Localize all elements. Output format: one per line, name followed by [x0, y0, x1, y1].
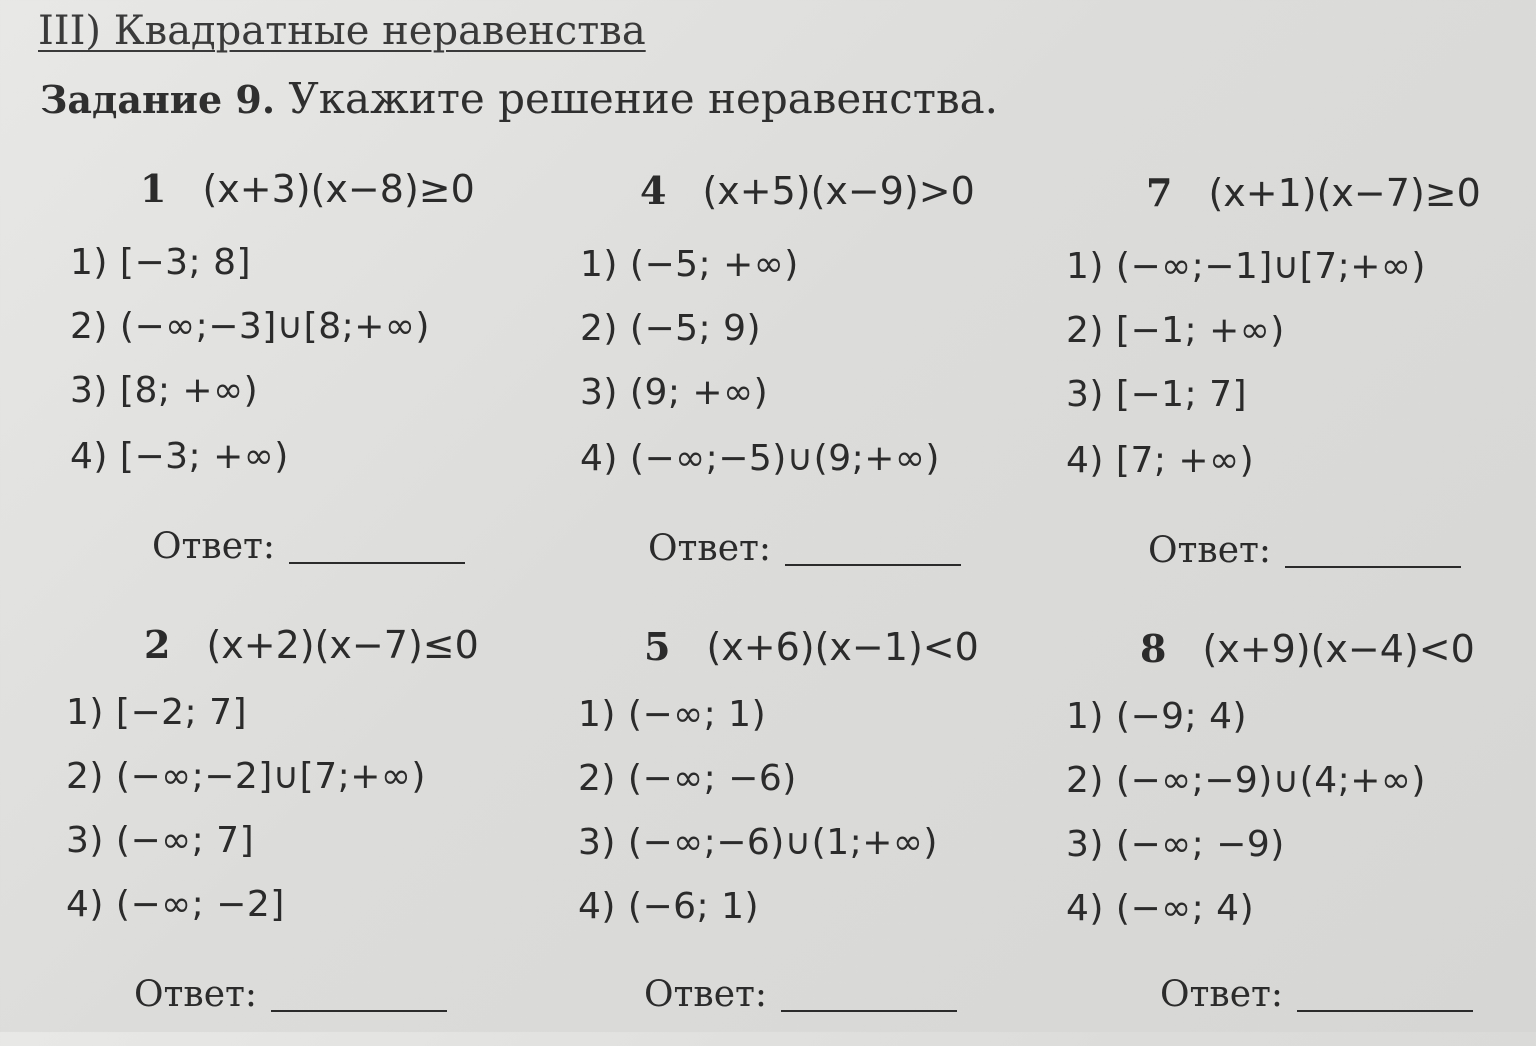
inequality: (x+1)(x−7)≥0 [1208, 171, 1481, 215]
answer-row [1148, 530, 1461, 571]
answer-blank[interactable] [1297, 1010, 1473, 1012]
option-3: 3) (−∞;−6)∪(1;+∞) [578, 822, 938, 863]
answer-row [1160, 974, 1473, 1015]
answer-blank[interactable] [781, 1010, 957, 1012]
option-4: 4) [−3; +∞) [70, 436, 289, 477]
option-3: 3) [−1; 7] [1066, 374, 1248, 415]
problem-number: 5 [644, 624, 671, 669]
answer-label: Ответ: [134, 974, 258, 1015]
option-1: 1) (−∞; 1) [578, 694, 767, 735]
answer-label: Ответ: [1160, 974, 1284, 1015]
problem-7 [1066, 170, 1526, 590]
problem-header [1140, 626, 1475, 671]
problem-header [144, 622, 479, 667]
inequality: (x+5)(x−9)>0 [702, 169, 975, 213]
answer-row [648, 528, 961, 569]
problem-header [140, 166, 475, 211]
option-2: 2) (−5; 9) [580, 308, 762, 349]
option-3: 3) (−∞; 7] [66, 820, 255, 861]
inequality: (x+3)(x−8)≥0 [202, 167, 475, 211]
problem-number: 1 [140, 166, 167, 211]
option-4: 4) (−∞; 4) [1066, 888, 1255, 929]
answer-label: Ответ: [644, 974, 768, 1015]
problem-number: 7 [1146, 170, 1173, 215]
problem-1 [70, 166, 530, 586]
option-1: 1) (−5; +∞) [580, 244, 799, 285]
inequality: (x+9)(x−4)<0 [1202, 627, 1475, 671]
inequality: (x+2)(x−7)≤0 [206, 623, 479, 667]
answer-row [152, 526, 465, 567]
problem-header [1146, 170, 1481, 215]
option-4: 4) (−6; 1) [578, 886, 760, 927]
answer-blank[interactable] [1285, 566, 1461, 568]
answer-label: Ответ: [152, 526, 276, 567]
task-text: Укажите решение неравенства. [288, 74, 999, 123]
option-2: 2) (−∞;−3]∪[8;+∞) [70, 306, 430, 347]
option-1: 1) [−2; 7] [66, 692, 248, 733]
option-2: 2) (−∞; −6) [578, 758, 797, 799]
problem-8 [1066, 626, 1526, 1046]
option-4: 4) (−∞;−5)∪(9;+∞) [580, 438, 940, 479]
section-title: III) Квадратные неравенства [38, 8, 646, 54]
problem-number: 4 [640, 168, 667, 213]
option-2: 2) (−∞;−2]∪[7;+∞) [66, 756, 426, 797]
option-4: 4) (−∞; −2] [66, 884, 285, 925]
inequality: (x+6)(x−1)<0 [706, 625, 979, 669]
option-2: 2) [−1; +∞) [1066, 310, 1285, 351]
problem-number: 2 [144, 622, 171, 667]
problem-5 [578, 624, 1038, 1044]
option-3: 3) (9; +∞) [580, 372, 769, 413]
problem-header [640, 168, 975, 213]
option-3: 3) [8; +∞) [70, 370, 259, 411]
answer-label: Ответ: [648, 528, 772, 569]
problem-4 [580, 168, 1040, 588]
option-1: 1) [−3; 8] [70, 242, 252, 283]
problem-number: 8 [1140, 626, 1167, 671]
option-1: 1) (−∞;−1]∪[7;+∞) [1066, 246, 1426, 287]
task-label: Задание 9. [40, 77, 276, 122]
option-2: 2) (−∞;−9)∪(4;+∞) [1066, 760, 1426, 801]
answer-row [644, 974, 957, 1015]
answer-label: Ответ: [1148, 530, 1272, 571]
problem-2 [66, 622, 526, 1042]
option-4: 4) [7; +∞) [1066, 440, 1255, 481]
problem-header [644, 624, 979, 669]
answer-row [134, 974, 447, 1015]
answer-blank[interactable] [271, 1010, 447, 1012]
option-1: 1) (−9; 4) [1066, 696, 1248, 737]
answer-blank[interactable] [289, 562, 465, 564]
answer-blank[interactable] [785, 564, 961, 566]
option-3: 3) (−∞; −9) [1066, 824, 1285, 865]
task-statement [40, 74, 998, 123]
